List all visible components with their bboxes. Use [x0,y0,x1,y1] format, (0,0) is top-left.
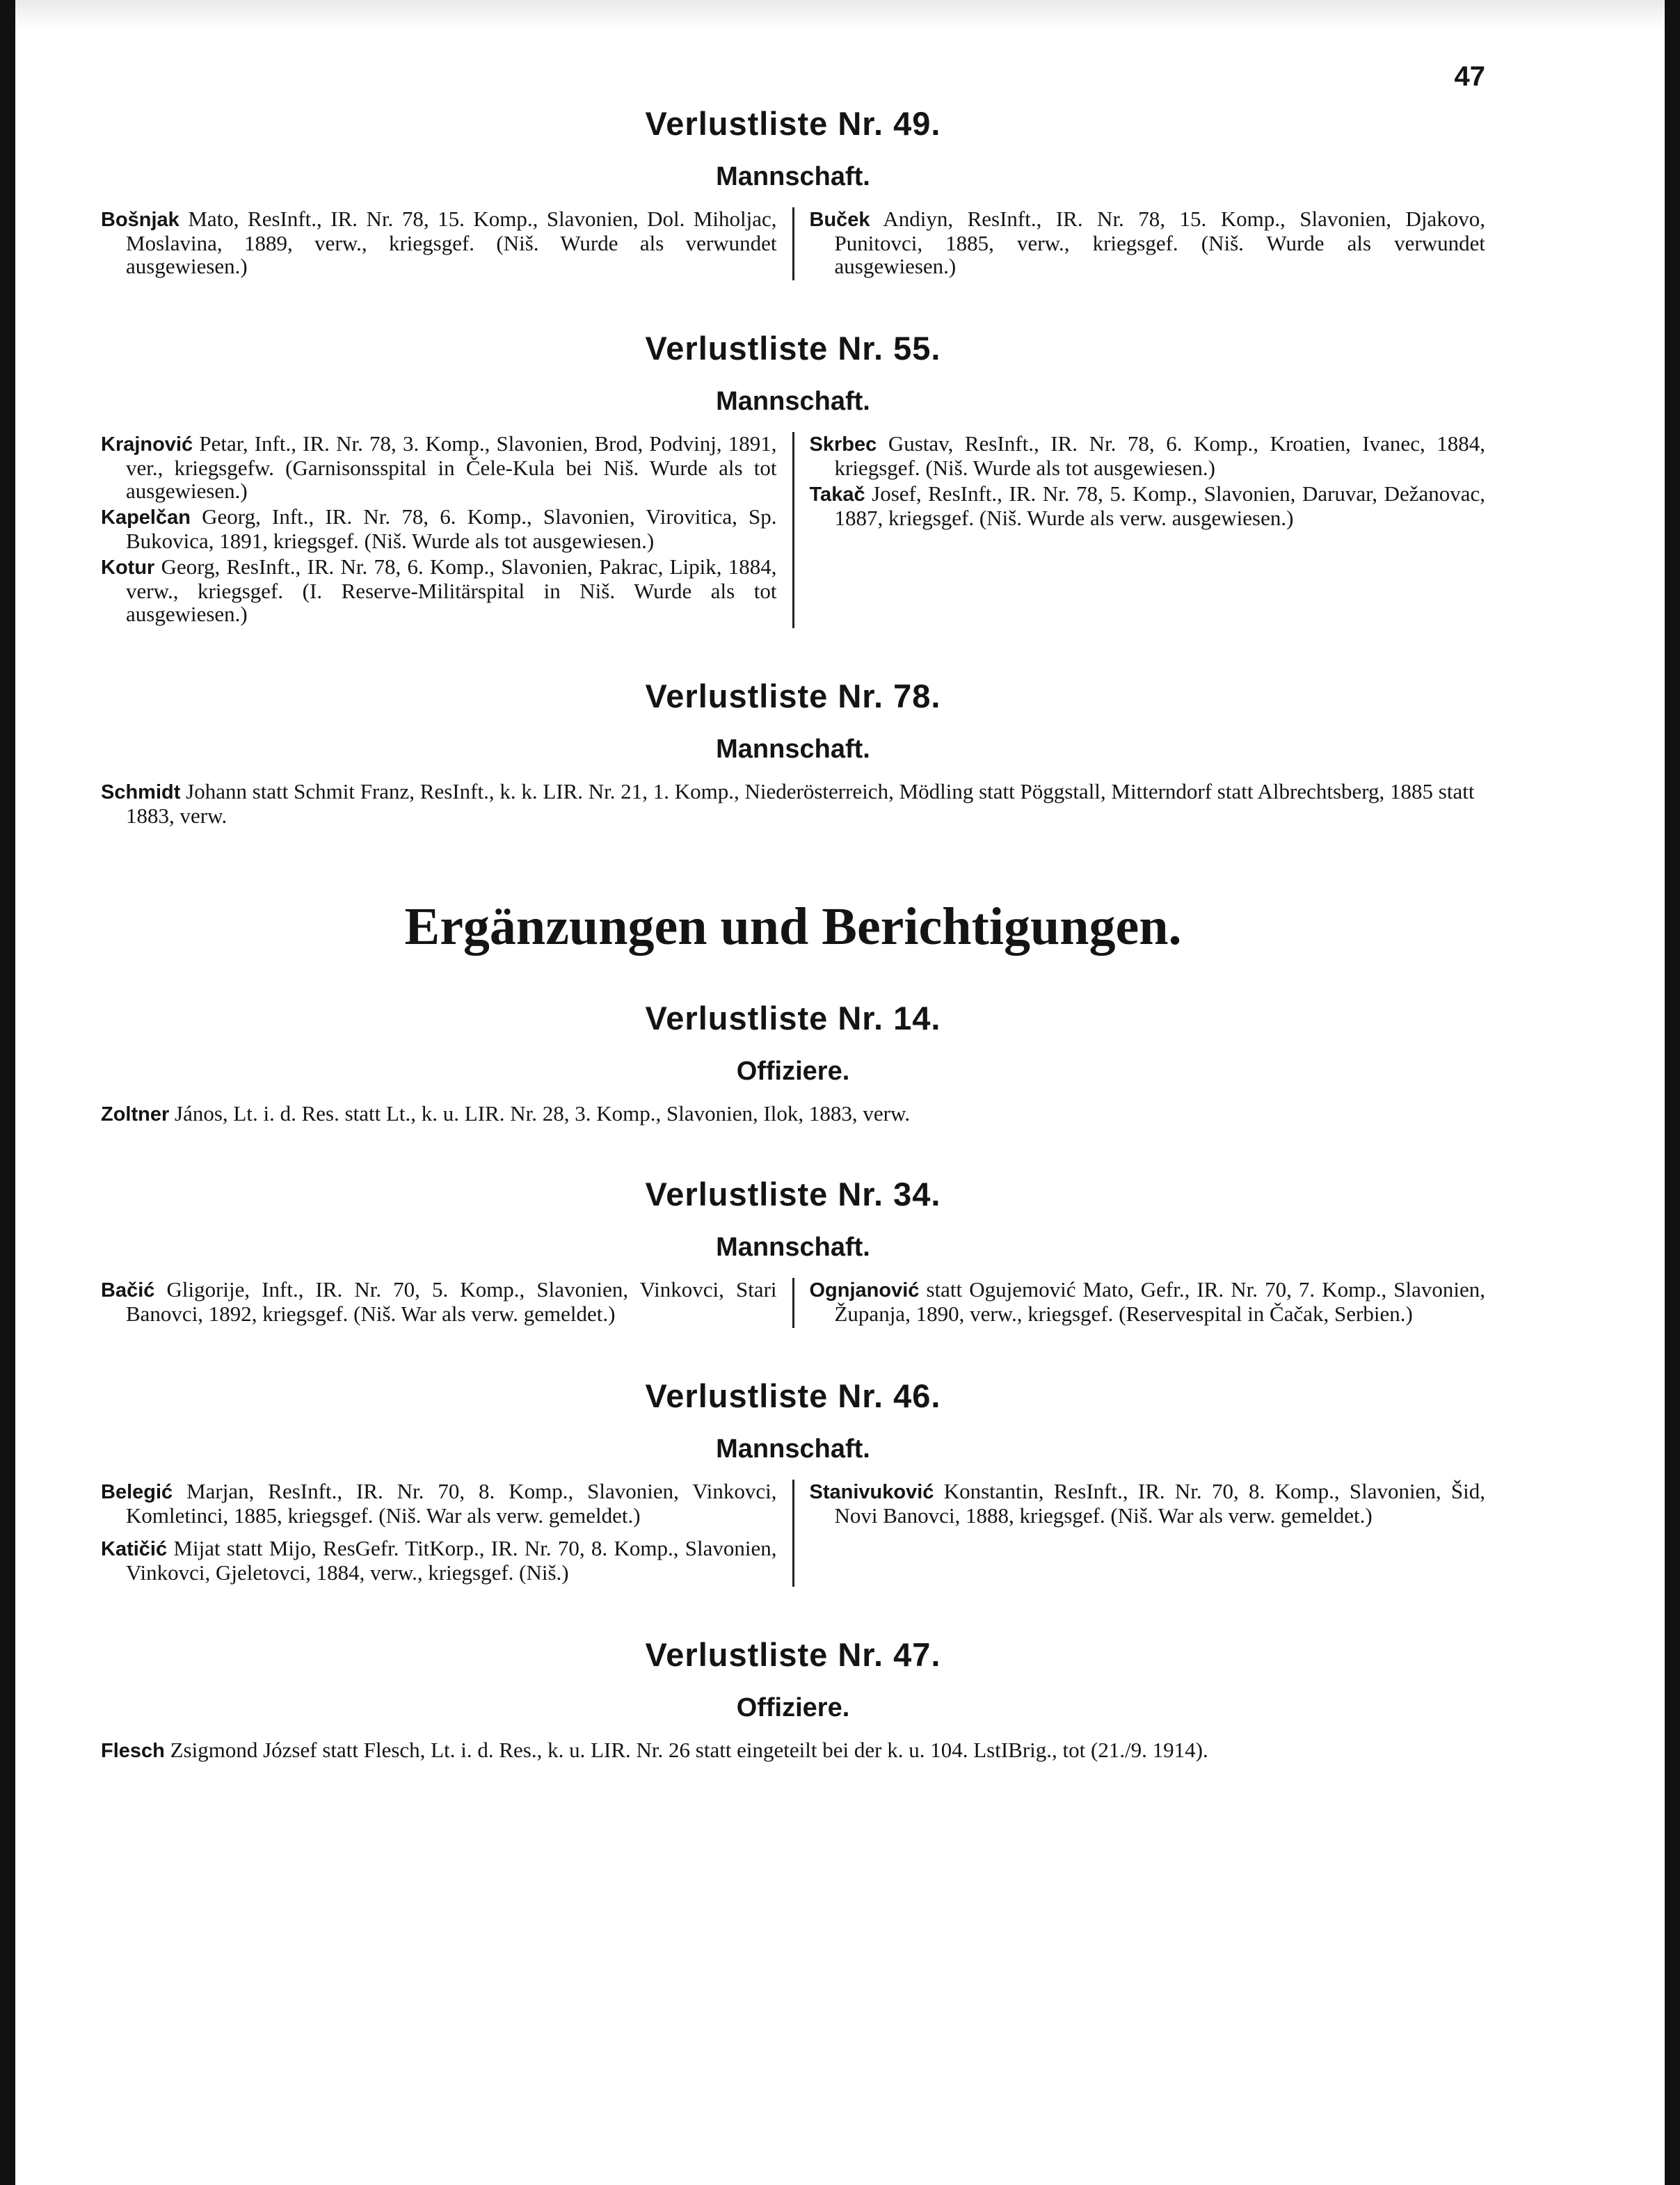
list-entry [101,1278,777,1325]
entry-surname: Stanivuković [809,1481,934,1503]
two-column-entries [101,1278,1485,1328]
list-subtitle: Offiziere. [736,1693,850,1722]
entry-surname: Ognjanović [809,1279,920,1302]
page-content [101,104,1485,1811]
list-entry [810,432,1486,479]
list-subtitle: Offiziere. [736,1057,850,1086]
list-entry [810,207,1486,278]
list-subtitle: Mannschaft. [716,1233,870,1262]
scan-right-border [1665,0,1680,2185]
list-subtitle: Mannschaft. [716,162,870,191]
list-entry [101,1480,777,1527]
entry-text: Marjan, ResInft., IR. Nr. 70, 8. Komp., Slavonien, Vinkovci, Komletinci, 1885, kriegsgef. (Niš. War als verw. gemeldet.) [126,1479,777,1528]
list-entry [810,482,1486,529]
list-entry [101,555,777,625]
entry-surname: Katičić [101,1538,168,1560]
entry-surname: Zoltner [101,1103,170,1126]
scan-left-border [0,0,15,2185]
entry-text: Josef, ResInft., IR. Nr. 78, 5. Komp., Slavonien, Daruvar, Dežanovac, 1887, kriegsgef. (Niš. Wurde als verw. ausgewiesen.) [834,481,1485,530]
entry-text: Georg, ResInft., IR. Nr. 78, 6. Komp., Slavonien, Pakrac, Lipik, 1884, verw., kriegsgef. (I. Reserve-Militärspital in Niš. Wurde als tot ausgewiesen.) [126,554,777,626]
two-column-entries [101,432,1485,628]
casualty-list-section [101,104,1485,280]
entry-text: Gustav, ResInft., IR. Nr. 78, 6. Komp., Kroatien, Ivanec, 1884, kriegsgef. (Niš. Wurde als tot ausgewiesen.) [834,431,1486,480]
page-number: 47 [1454,61,1485,92]
list-subtitle: Mannschaft. [716,1434,870,1464]
entry-text: János, Lt. i. d. Res. statt Lt., k. u. LIR. Nr. 28, 3. Komp., Slavonien, Ilok, 1883, verw. [175,1101,911,1126]
list-title: Verlustliste Nr. 78. [645,678,941,714]
casualty-list-section [101,1175,1485,1328]
entry-surname: Bačić [101,1279,155,1302]
entry-text: Mijat statt Mijo, ResGefr. TitKorp., IR. Nr. 70, 8. Komp., Slavonien, Vinkovci, Gjeletovci, 1884, verw., kriegsgef. (Niš.) [126,1536,777,1585]
right-column [792,1278,1486,1328]
list-entry [101,1102,1485,1126]
list-title: Verlustliste Nr. 34. [645,1176,941,1212]
list-entry [101,505,777,552]
entry-text: Gligorije, Inft., IR. Nr. 70, 5. Komp., Slavonien, Vinkovci, Stari Banovci, 1892, kriegsgef. (Niš. War als verw. gemeldet.) [126,1277,777,1326]
right-column [792,1480,1486,1587]
entry-text: Mato, ResInft., IR. Nr. 78, 15. Komp., Slavonien, Dol. Miholjac, Moslavina, 1889, verw., kriegsgef. (Niš. Wurde als verwundet ausgewiesen.) [126,207,777,278]
list-entry [101,1738,1485,1763]
list-entry [101,1537,777,1584]
casualty-list-section [101,1377,1485,1587]
left-column [101,1480,792,1587]
entry-surname: Kapelčan [101,506,191,529]
list-title: Verlustliste Nr. 46. [645,1377,941,1414]
casualty-list-section [101,677,1485,827]
list-subtitle: Mannschaft. [716,387,870,416]
entry-surname: Belegić [101,1481,173,1503]
left-column [101,432,792,628]
list-entry [101,780,1485,827]
casualty-list-section [101,329,1485,628]
list-title: Verlustliste Nr. 55. [645,330,941,367]
entry-surname: Takač [809,483,865,506]
list-entry [101,432,777,502]
supplement-heading: Ergänzungen und Berichtigungen. [404,897,1182,956]
entry-surname: Kotur [101,557,155,579]
list-entry [101,207,777,278]
entry-text: Andiyn, ResInft., IR. Nr. 78, 15. Komp., Slavonien, Djakovo, Punitovci, 1885, verw., kriegsgef. (Niš. Wurde als verwundet ausgewiesen.) [834,207,1485,278]
left-column [101,1278,792,1328]
left-column [101,207,792,280]
entry-text: statt Ogujemović Mato, Gefr., IR. Nr. 70, 7. Komp., Slavonien, Županja, 1890, verw., kriegsgef. (Reservespital in Čačak, Serbien.) [834,1277,1485,1326]
list-title: Verlustliste Nr. 49. [645,105,941,142]
entry-text: Petar, Inft., IR. Nr. 78, 3. Komp., Slavonien, Brod, Podvinj, 1891, ver., kriegsgefw. (Garnisonsspital in Čele-Kula bei Niš. Wurde als tot ausgewiesen.) [126,431,777,503]
scan-top-edge [0,0,1680,31]
entry-text: Georg, Inft., IR. Nr. 78, 6. Komp., Slavonien, Virovitica, Sp. Bukovica, 1891, kriegsgef. (Niš. Wurde als tot ausgewiesen.) [126,504,777,553]
list-entry [810,1278,1486,1325]
entry-surname: Schmidt [101,781,181,803]
entry-surname: Skrbec [809,433,877,456]
casualty-list-section [101,999,1485,1126]
entry-surname: Flesch [101,1740,165,1762]
list-title: Verlustliste Nr. 47. [645,1636,941,1673]
entry-surname: Bošnjak [101,209,179,231]
list-entry [810,1480,1486,1527]
list-title: Verlustliste Nr. 14. [645,1000,941,1037]
casualty-list-section [101,1635,1485,1763]
entry-text: Johann statt Schmit Franz, ResInft., k. k. LIR. Nr. 21, 1. Komp., Niederösterreich, Mödling statt Pöggstall, Mitterndorf statt Albrechtsberg, 1885 statt 1883, verw. [126,779,1475,828]
list-subtitle: Mannschaft. [716,735,870,764]
right-column [792,432,1486,628]
entry-text: Zsigmond József statt Flesch, Lt. i. d. Res., k. u. LIR. Nr. 26 statt eingeteilt bei der k. u. 104. LstIBrig., tot (21./9. 1914). [170,1738,1208,1762]
entry-surname: Krajnović [101,433,193,456]
two-column-entries [101,1480,1485,1587]
entry-text: Konstantin, ResInft., IR. Nr. 70, 8. Komp., Slavonien, Šid, Novi Banovci, 1888, kriegsgef. (Niš. War als verw. gemeldet.) [834,1479,1486,1528]
two-column-entries [101,207,1485,280]
entry-surname: Buček [809,209,870,231]
right-column [792,207,1486,280]
